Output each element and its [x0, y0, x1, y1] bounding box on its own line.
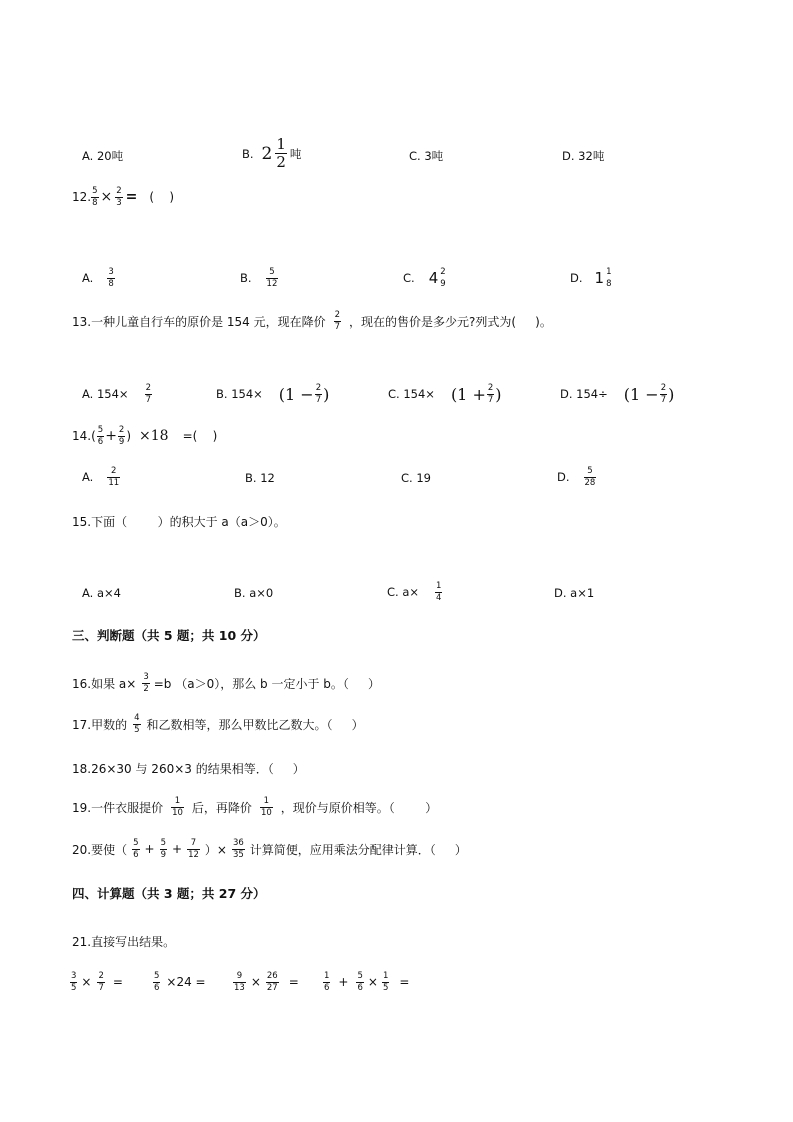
numerator: 5	[97, 425, 104, 435]
q13-option-c	[388, 384, 502, 404]
numerator: 2	[440, 267, 446, 277]
denominator: 6	[133, 849, 139, 860]
operator: ×	[100, 189, 113, 205]
q12-option-d	[570, 268, 615, 288]
expression: (1 −	[623, 384, 659, 404]
question-text: ，现价与原价相等。（ ）	[280, 800, 438, 815]
option-label: A.	[82, 271, 94, 285]
numerator: 1	[606, 267, 612, 277]
denominator: 7	[145, 394, 151, 405]
q15-option-b	[234, 586, 273, 600]
question-19	[72, 797, 437, 817]
fraction	[91, 187, 98, 207]
section-heading-judgement: 三、判断题（共 5 题；共 10 分）	[72, 628, 266, 643]
q12-option-b	[240, 268, 281, 288]
fraction	[187, 839, 200, 859]
option-unit: 吨	[289, 146, 302, 161]
fraction	[132, 839, 139, 859]
numerator: 5	[160, 838, 166, 848]
fraction	[382, 972, 389, 992]
fraction	[260, 797, 273, 817]
denominator: 4	[436, 592, 442, 603]
q15-option-c	[387, 582, 445, 602]
operator: +	[338, 975, 349, 989]
option-label: B. 154×	[216, 387, 263, 401]
denominator: 7	[660, 394, 667, 405]
question-text: 18.26×30 与 260×3 的结果相等．（ ）	[72, 762, 305, 776]
q12-option-c	[403, 268, 450, 288]
option-label: D.	[570, 271, 583, 285]
fraction	[323, 972, 330, 992]
q11-option-a	[82, 148, 123, 164]
denominator: 6	[154, 982, 160, 993]
option-label: B. a×0	[234, 586, 274, 600]
denominator: 9	[160, 849, 166, 860]
fraction	[266, 268, 279, 288]
q15-option-a	[82, 586, 121, 600]
option-unit: 吨	[431, 149, 444, 163]
q21-expr-3	[233, 972, 299, 992]
numerator: 1	[276, 135, 286, 153]
denominator: 5	[71, 982, 77, 993]
fraction	[232, 839, 245, 859]
question-text: 和乙数相等，那么甲数比乙数大。（ ）	[146, 717, 364, 732]
equals: =	[288, 975, 299, 989]
q11-option-c	[409, 148, 443, 164]
denominator: 8	[108, 278, 114, 289]
denominator: 8	[606, 278, 612, 289]
answer-blank: ( )	[149, 190, 175, 204]
numerator: 1	[324, 971, 330, 981]
answer-blank: =( )	[182, 429, 218, 443]
option-label: A.	[82, 470, 94, 484]
option-label: C. 19	[401, 471, 431, 485]
q11-option-b	[242, 137, 301, 170]
numerator: 2	[111, 466, 117, 476]
question-12	[72, 187, 174, 207]
expression: ×24 =	[166, 975, 206, 989]
question-number: 14.(	[72, 429, 96, 443]
option-label: C. 3	[409, 149, 432, 163]
expression: (1 +	[450, 384, 486, 404]
expression: ×18	[139, 428, 169, 444]
option-label: C.	[403, 271, 415, 285]
question-text: 后，再降价	[191, 800, 252, 815]
option-label: C. 154×	[388, 387, 435, 401]
denominator: 2	[276, 153, 286, 171]
denominator: 11	[108, 477, 120, 488]
fraction	[142, 673, 149, 693]
denominator: 35	[232, 849, 244, 860]
option-label: A. 20	[82, 149, 112, 163]
fraction	[315, 384, 322, 404]
fraction	[439, 268, 446, 288]
denominator: 7	[334, 321, 341, 332]
equals: =	[125, 189, 138, 205]
fraction	[133, 714, 140, 734]
denominator: 5	[134, 724, 140, 735]
fraction	[266, 972, 279, 992]
fraction	[487, 384, 494, 404]
operator: +	[105, 428, 117, 444]
numerator: 5	[92, 186, 98, 196]
fraction	[334, 311, 341, 331]
fraction	[171, 797, 184, 817]
denominator: 3	[116, 197, 122, 208]
denominator: 12	[266, 278, 278, 289]
fraction	[107, 268, 114, 288]
expression: )	[668, 384, 675, 404]
numerator: 2	[116, 186, 122, 196]
denominator: 9	[118, 436, 125, 447]
question-21	[72, 933, 175, 950]
q11-option-d	[562, 148, 604, 164]
question-text: 20.要使（	[72, 842, 128, 857]
mixed-whole: 2	[261, 143, 273, 164]
q13-option-d	[560, 384, 674, 404]
q13-option-a	[82, 384, 155, 404]
numerator: 2	[660, 383, 667, 393]
numerator: 36	[232, 838, 244, 848]
numerator: 3	[71, 971, 77, 981]
mixed-whole: 1	[594, 269, 605, 287]
q21-expr-4	[323, 972, 409, 992]
question-text: ，现在的售价是多少元?列式为( )。	[349, 314, 552, 329]
option-label: B. 12	[245, 471, 275, 485]
numerator: 2	[487, 383, 494, 393]
equals: =	[399, 975, 410, 989]
numerator: 2	[334, 310, 341, 320]
operator: ×	[81, 975, 92, 989]
numerator: 1	[382, 971, 389, 981]
question-14	[72, 426, 217, 446]
denominator: 10	[172, 807, 183, 818]
question-text: 19.一件衣服提价	[72, 800, 164, 815]
q13-option-b	[216, 384, 329, 404]
denominator: 13	[234, 982, 245, 993]
q21-expr-2	[153, 972, 206, 992]
fraction	[160, 839, 167, 859]
numerator: 4	[134, 713, 140, 723]
fraction	[145, 384, 152, 404]
question-18	[72, 760, 305, 777]
question-text: =b （a＞0），那么 b 一定小于 b。（ ）	[153, 676, 380, 691]
operator: ×	[250, 975, 261, 989]
expression: )	[495, 384, 502, 404]
q14-option-a	[82, 467, 123, 487]
option-label: D. 32	[562, 149, 593, 163]
denominator: 7	[487, 394, 494, 405]
option-label: D.	[557, 470, 570, 484]
numerator: 2	[98, 971, 104, 981]
numerator: 1	[174, 796, 181, 806]
denominator: 6	[97, 436, 104, 447]
operator: ×	[367, 975, 378, 989]
q15-option-d	[554, 586, 594, 600]
option-label: D. a×1	[554, 586, 595, 600]
option-label: D. 154÷	[560, 387, 608, 401]
numerator: 3	[143, 672, 149, 682]
expression: )	[323, 384, 330, 404]
question-20	[72, 839, 467, 859]
denominator: 6	[357, 982, 363, 993]
denominator: 5	[382, 982, 389, 993]
numerator: 5	[357, 971, 363, 981]
option-label: B.	[240, 271, 252, 285]
numerator: 5	[133, 838, 139, 848]
option-label: C. a×	[387, 585, 420, 599]
numerator: 2	[315, 383, 322, 393]
fraction	[233, 972, 246, 992]
question-16	[72, 673, 380, 693]
fraction	[70, 972, 77, 992]
q14-option-b	[245, 471, 275, 485]
q21-expr-1	[70, 972, 123, 992]
question-17	[72, 714, 364, 734]
operator: +	[172, 842, 183, 856]
fraction	[584, 467, 597, 487]
fraction	[660, 384, 667, 404]
operator: +	[144, 842, 155, 856]
numerator: 1	[436, 581, 442, 591]
equals: =	[112, 975, 123, 989]
question-text: 17.甲数的	[72, 717, 128, 732]
option-unit: 吨	[111, 149, 124, 163]
paren: )	[126, 429, 132, 443]
denominator: 7	[315, 394, 322, 405]
question-number: 12.	[72, 190, 92, 204]
fraction	[435, 582, 442, 602]
option-label: A. a×4	[82, 586, 121, 600]
fraction	[153, 972, 160, 992]
denominator: 9	[440, 278, 446, 289]
numerator: 26	[266, 971, 278, 981]
question-15	[72, 513, 286, 530]
fraction	[115, 187, 122, 207]
expression: (1 −	[278, 384, 314, 404]
question-text: 15.下面（ ）的积大于 a（a＞0）。	[72, 515, 286, 529]
numerator: 2	[118, 425, 125, 435]
denominator: 6	[324, 982, 330, 993]
fraction	[275, 137, 287, 170]
numerator: 9	[236, 971, 243, 981]
operator: ）×	[204, 842, 227, 857]
numerator: 2	[145, 383, 151, 393]
option-label: A. 154×	[82, 387, 129, 401]
numerator: 5	[154, 971, 160, 981]
fraction	[97, 972, 104, 992]
denominator: 27	[266, 982, 278, 993]
section-heading-calculation: 四、计算题（共 3 题；共 27 分）	[72, 886, 266, 901]
denominator: 8	[92, 197, 98, 208]
q12-option-a	[82, 268, 118, 288]
option-label: B.	[242, 146, 254, 161]
numerator: 1	[263, 796, 270, 806]
question-text: 计算简便，应用乘法分配律计算．（ ）	[249, 842, 467, 857]
fraction	[356, 972, 363, 992]
q14-option-d	[557, 467, 599, 487]
fraction	[107, 467, 120, 487]
numerator: 5	[587, 466, 593, 476]
option-unit: 吨	[592, 149, 605, 163]
q14-option-c	[401, 471, 431, 485]
denominator: 28	[584, 477, 596, 488]
denominator: 7	[98, 982, 104, 993]
question-text: 21.直接写出结果。	[72, 935, 176, 949]
question-text: 13.一种儿童自行车的原价是 154 元，现在降价	[72, 314, 326, 329]
mixed-whole: 4	[428, 269, 439, 287]
denominator: 10	[260, 807, 272, 818]
numerator: 3	[108, 267, 114, 277]
question-text: 16.如果 a×	[72, 676, 137, 691]
fraction	[118, 426, 125, 446]
fraction	[605, 268, 612, 288]
fraction	[97, 426, 104, 446]
numerator: 7	[190, 838, 197, 848]
numerator: 5	[269, 267, 275, 277]
denominator: 12	[188, 849, 199, 860]
question-13	[72, 311, 552, 331]
denominator: 2	[143, 683, 149, 694]
